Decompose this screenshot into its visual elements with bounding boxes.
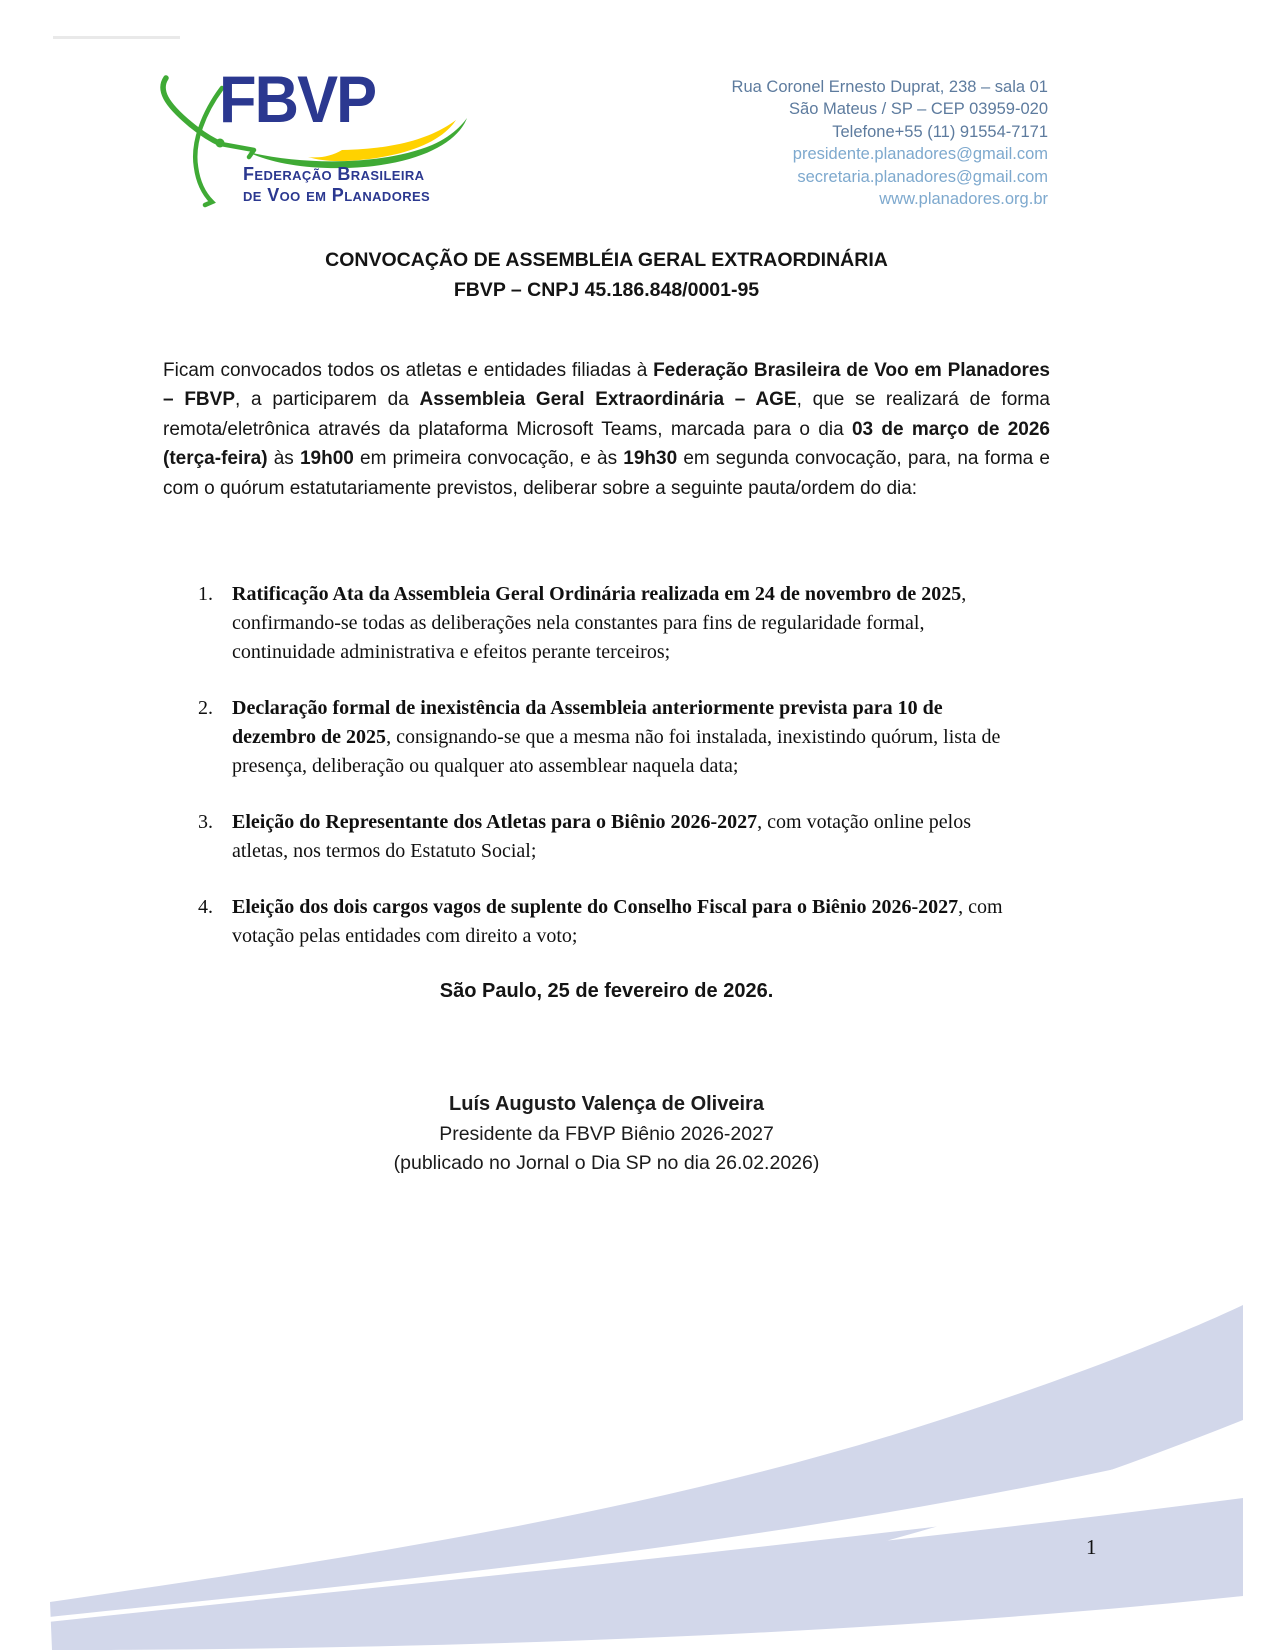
agenda-item-text [232, 694, 1022, 781]
website-link[interactable]: www.planadores.org.br [879, 190, 1048, 209]
contact-phone: Telefone+55 (11) 91554-7171 [832, 122, 1048, 141]
agenda-item-rest: , com votação pelas entidades com direito a voto; [232, 896, 1003, 947]
intro-segment-bold: 19h30 [623, 448, 678, 470]
signature-name: Luís Augusto Valença de Oliveira [449, 1093, 764, 1115]
agenda-item-rest: , consignando-se que a mesma não foi instalada, inexistindo quórum, lista de presença, deliberação ou qualquer ato assemblear naquela data; [232, 726, 1001, 777]
email-secretaria-link[interactable]: secretaria.planadores@gmail.com [797, 167, 1048, 186]
logo-swoosh [246, 116, 468, 170]
page-number: 1 [1086, 1535, 1097, 1559]
agenda-item-1 [198, 580, 1026, 667]
agenda-item-text [232, 580, 1022, 667]
logo-org-name [243, 164, 473, 206]
intro-segment: , que se realizará de forma remota/eletrônica através da plataforma Microsoft Teams, marcada para o dia [163, 389, 1050, 440]
agenda-item-bold: Eleição dos dois cargos vagos de suplente do Conselho Fiscal para o Biênio 2026-2027 [232, 896, 959, 918]
intro-segment: às [267, 448, 300, 470]
document-title-line1: CONVOCAÇÃO DE ASSEMBLÉIA GERAL EXTRAORDINÁRIA [325, 249, 888, 271]
logo-acronym: FBVP [219, 62, 376, 136]
agenda-item-bold: Eleição do Representante dos Atletas para o Biênio 2026-2027 [232, 811, 758, 833]
agenda-item-bold: Ratificação Ata da Assembleia Geral Ordinária realizada em 24 de novembro de 2025 [232, 583, 962, 605]
contact-address-line2: São Mateus / SP – CEP 03959-020 [789, 100, 1048, 119]
intro-segment-bold: Federação Brasileira de Voo em Planadores – FBVP [163, 360, 1050, 411]
agenda-item-number: 2. [198, 697, 213, 719]
agenda-item-text [232, 808, 1022, 866]
signature-role: Presidente da FBVP Biênio 2026-2027 [439, 1122, 774, 1145]
agenda-item-rest: , com votação online pelos atletas, nos termos do Estatuto Social; [232, 811, 971, 862]
agenda-item-number: 3. [198, 811, 213, 833]
signature-publication-note: (publicado no Jornal o Dia SP no dia 26.02.2026) [393, 1152, 820, 1174]
logo-org-line2: de Voo em Planadores [243, 185, 431, 205]
agenda-item-number: 1. [198, 583, 213, 605]
intro-segment: em primeira convocação, e às [353, 448, 624, 470]
agenda-item-text [232, 893, 1022, 951]
contact-address-line1: Rua Coronel Ernesto Duprat, 238 – sala 01 [731, 78, 1048, 96]
intro-segment: , a participarem da [235, 389, 420, 411]
agenda-item-rest: , confirmando-se todas as deliberações nela constantes para fins de regularidade formal, continuidade administrativa e efeitos perante terceiros; [232, 583, 967, 663]
agenda-item-2 [198, 694, 1026, 781]
agenda-list [198, 580, 1026, 978]
footer-wave-graphic [0, 1250, 1275, 1650]
agenda-item-4 [198, 893, 1026, 951]
intro-segment-bold: 03 de março de 2026 (terça-feira) [163, 418, 1050, 470]
intro-segment-bold: Assembleia Geral Extraordinária – AGE [419, 389, 797, 411]
dateline: São Paulo, 25 de fevereiro de 2026. [439, 980, 774, 1002]
agenda-item-bold: Declaração formal de inexistência da Assembleia anteriormente prevista para 10 de dezembro de 2025 [232, 697, 943, 748]
agenda-item-3 [198, 808, 1026, 866]
logo-org-line1: Federação Brasileira [243, 164, 425, 184]
intro-segment-bold: 19h00 [299, 448, 354, 470]
contact-block [528, 76, 1048, 210]
signature-block [163, 1090, 1050, 1179]
agenda-item-number: 4. [198, 896, 213, 918]
intro-segment: Ficam convocados todos os atletas e entidades filiadas à [163, 360, 654, 381]
intro-paragraph [163, 356, 1050, 503]
scan-artifact-line [53, 36, 180, 39]
document-title-line2: FBVP – CNPJ 45.186.848/0001-95 [453, 279, 760, 301]
email-presidente-link[interactable]: presidente.planadores@gmail.com [792, 145, 1048, 164]
intro-segment: em segunda convocação, para, na forma e com o quórum estatutariamente previstos, deliberar sobre a seguinte pauta/ordem do dia: [163, 448, 1050, 499]
document-title [163, 245, 1050, 305]
